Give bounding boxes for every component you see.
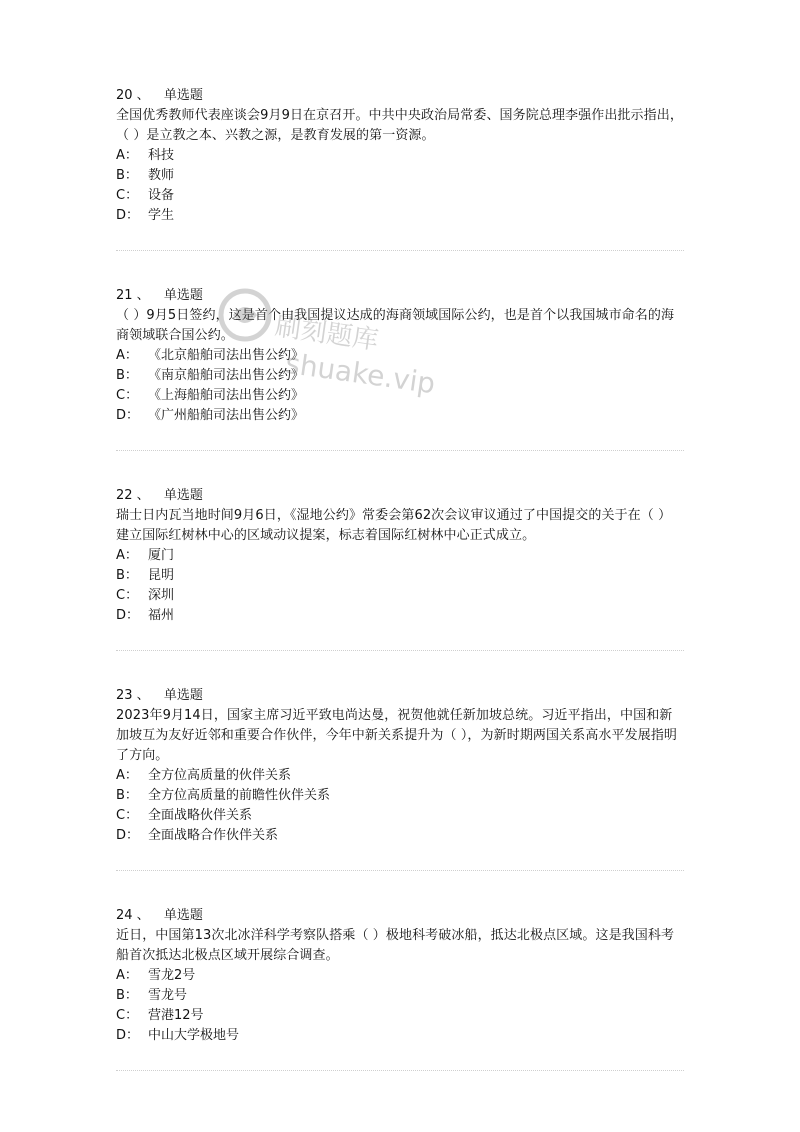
option-text: 深圳 (148, 588, 175, 603)
option-c[interactable] (116, 806, 684, 826)
question-divider (116, 250, 684, 251)
option-b[interactable] (116, 566, 684, 586)
question-20 (116, 86, 684, 226)
option-letter: B： (116, 168, 138, 183)
question-21 (116, 286, 684, 426)
option-text: 厦门 (148, 548, 175, 563)
option-letter: D： (116, 408, 140, 423)
option-c[interactable] (116, 586, 684, 606)
option-letter: D： (116, 208, 140, 223)
option-b[interactable] (116, 366, 684, 386)
option-list (116, 546, 684, 626)
option-text: 昆明 (148, 568, 175, 583)
question-header (116, 906, 684, 926)
option-d[interactable] (116, 206, 684, 226)
option-text: 全方位高质量的前瞻性伙伴关系 (148, 788, 331, 803)
option-letter: D： (116, 608, 140, 623)
option-d[interactable] (116, 826, 684, 846)
option-letter: A： (116, 548, 138, 563)
question-stem: （ ）9月5日签约，这是首个由我国提议达成的海商领域国际公约，也是首个以我国城市命名的海商领域联合国公约。 (116, 308, 675, 343)
option-c[interactable] (116, 1006, 684, 1026)
option-b[interactable] (116, 986, 684, 1006)
question-23 (116, 686, 684, 846)
option-a[interactable] (116, 146, 684, 166)
option-letter: C： (116, 588, 139, 603)
option-list (116, 346, 684, 426)
question-type: 单选题 (163, 288, 203, 303)
option-b[interactable] (116, 786, 684, 806)
question-number: 23 、 (116, 688, 150, 703)
option-letter: C： (116, 188, 139, 203)
option-text: 《南京船舶司法出售公约》 (148, 368, 305, 383)
question-number: 24 、 (116, 908, 150, 923)
question-divider (116, 870, 684, 871)
option-text: 营港12号 (148, 1008, 204, 1023)
option-letter: A： (116, 968, 138, 983)
option-letter: D： (116, 828, 140, 843)
option-letter: C： (116, 808, 139, 823)
watermark-text-en: shuake.vip (283, 346, 438, 401)
option-text: 中山大学极地号 (148, 1028, 240, 1043)
option-letter: B： (116, 788, 138, 803)
option-letter: D： (116, 1028, 140, 1043)
option-a[interactable] (116, 546, 684, 566)
option-d[interactable] (116, 406, 684, 426)
watermark-text-cn: 刷刻题库 (273, 311, 381, 357)
option-letter: A： (116, 148, 138, 163)
option-letter: B： (116, 988, 138, 1003)
option-text: 《广州船舶司法出售公约》 (148, 408, 305, 423)
question-header (116, 286, 684, 306)
question-type: 单选题 (163, 488, 203, 503)
option-text: 科技 (148, 148, 175, 163)
question-header (116, 486, 684, 506)
option-letter: C： (116, 388, 139, 403)
option-c[interactable] (116, 186, 684, 206)
question-stem: 近日，中国第13次北冰洋科学考察队搭乘（ ）极地科考破冰船，抵达北极点区域。这是我国科考船首次抵达北极点区域开展综合调查。 (116, 928, 675, 963)
option-text: 《上海船舶司法出售公约》 (148, 388, 305, 403)
option-text: 福州 (148, 608, 175, 623)
option-d[interactable] (116, 1026, 684, 1046)
question-divider (116, 1070, 684, 1071)
option-letter: A： (116, 348, 138, 363)
question-stem: 瑞士日内瓦当地时间9月6日，《湿地公约》常委会第62次会议审议通过了中国提交的关于在（ ）建立国际红树林中心的区域动议提案，标志着国际红树林中心正式成立。 (116, 508, 672, 543)
option-letter: B： (116, 368, 138, 383)
option-list (116, 966, 684, 1046)
question-divider (116, 650, 684, 651)
question-type: 单选题 (163, 908, 203, 923)
question-number: 20 、 (116, 88, 150, 103)
option-b[interactable] (116, 166, 684, 186)
question-type: 单选题 (163, 88, 203, 103)
question-divider (116, 450, 684, 451)
option-letter: B： (116, 568, 138, 583)
option-letter: C： (116, 1008, 139, 1023)
option-a[interactable] (116, 966, 684, 986)
option-text: 教师 (148, 168, 175, 183)
question-stem: 2023年9月14日，国家主席习近平致电尚达曼，祝贺他就任新加坡总统。习近平指出，中国和新加坡互为友好近邻和重要合作伙伴，今年中新关系提升为（ ），为新时期两国关系高水平发展指明了方向。 (116, 708, 678, 763)
question-header (116, 86, 684, 106)
option-a[interactable] (116, 766, 684, 786)
option-text: 全面战略合作伙伴关系 (148, 828, 279, 843)
question-24 (116, 906, 684, 1046)
question-header (116, 686, 684, 706)
question-stem: 全国优秀教师代表座谈会9月9日在京召开。中共中央政治局常委、国务院总理李强作出批示指出，（ ）是立教之本、兴教之源，是教育发展的第一资源。 (116, 108, 683, 143)
option-c[interactable] (116, 386, 684, 406)
option-text: 设备 (148, 188, 175, 203)
option-text: 雪龙2号 (148, 968, 196, 983)
option-text: 全面战略伙伴关系 (148, 808, 253, 823)
question-number: 21 、 (116, 288, 150, 303)
option-letter: A： (116, 768, 138, 783)
question-22 (116, 486, 684, 626)
question-number: 22 、 (116, 488, 150, 503)
option-d[interactable] (116, 606, 684, 626)
option-list (116, 766, 684, 846)
option-a[interactable] (116, 346, 684, 366)
option-text: 学生 (148, 208, 175, 223)
option-text: 全方位高质量的伙伴关系 (148, 768, 292, 783)
option-text: 《北京船舶司法出售公约》 (148, 348, 305, 363)
option-list (116, 146, 684, 226)
question-type: 单选题 (163, 688, 203, 703)
option-text: 雪龙号 (148, 988, 188, 1003)
